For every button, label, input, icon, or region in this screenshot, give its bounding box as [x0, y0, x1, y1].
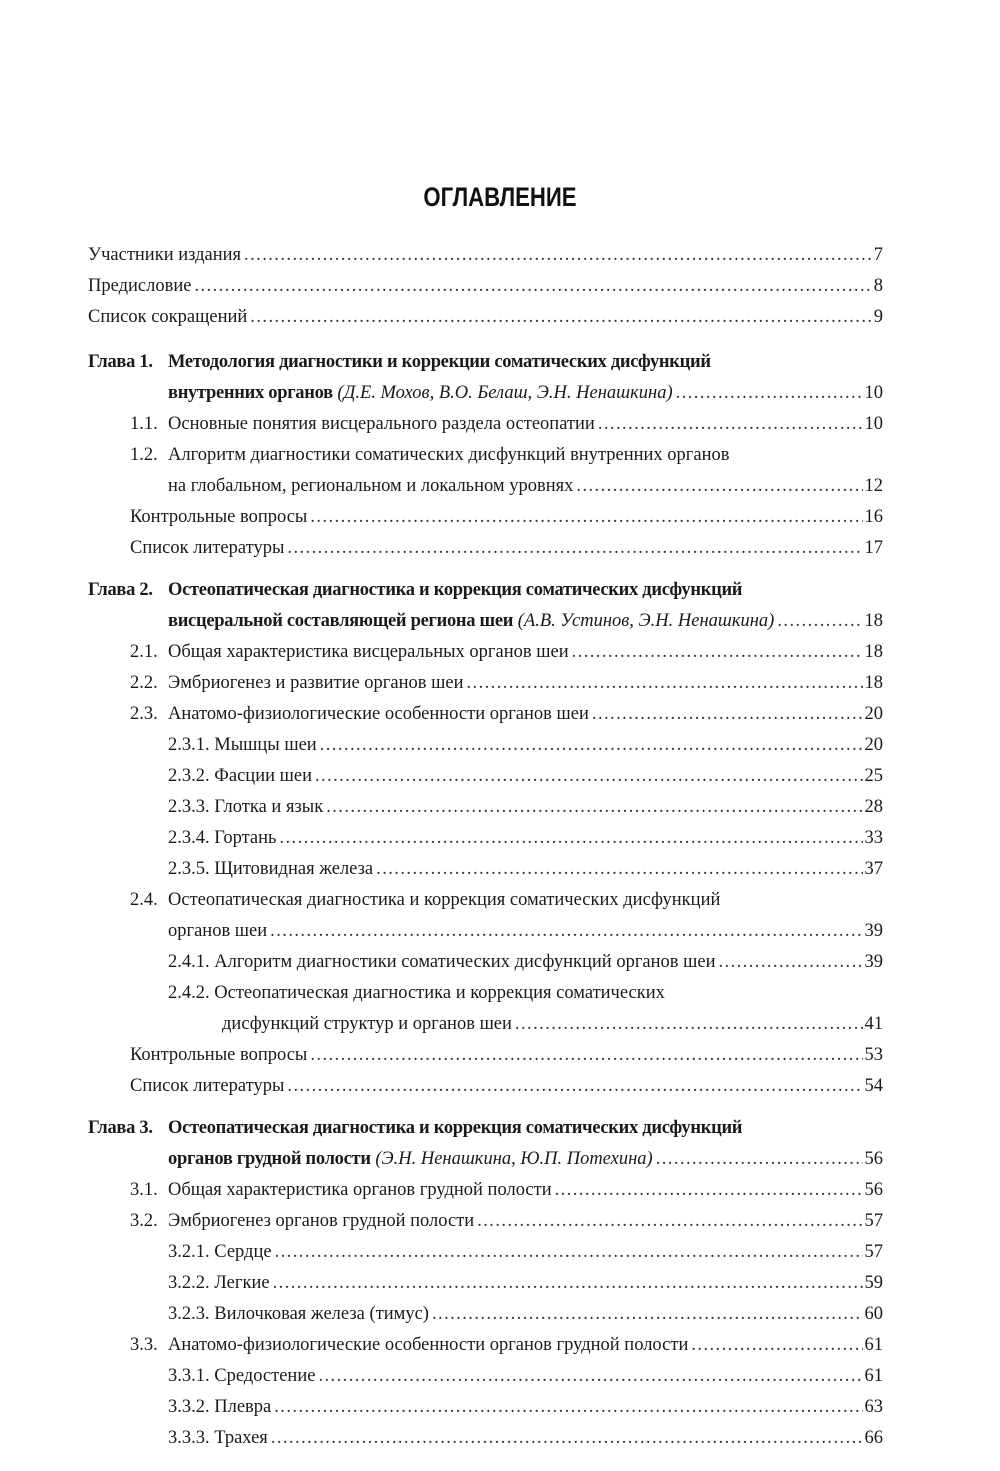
leader-dots — [326, 792, 862, 823]
toc-line: на глобальном, региональном и локальном уровнях . . . 12 — [168, 471, 883, 502]
page-number: 39 — [863, 947, 884, 978]
toc-line: 3.2.1. Сердце . . . 57 — [168, 1237, 883, 1268]
page-number: 10 — [863, 378, 884, 409]
page-number: 59 — [863, 1268, 884, 1299]
leader-dots — [320, 730, 863, 761]
leader-dots — [477, 1206, 862, 1237]
leader-dots — [273, 1268, 863, 1299]
toc-entry[interactable] — [88, 271, 883, 302]
toc-line: Список литературы . . . 17 — [130, 533, 883, 564]
leader-dots — [271, 1423, 863, 1454]
page-number: 12 — [863, 471, 884, 502]
toc-entry[interactable] — [88, 440, 883, 471]
page-number: 7 — [872, 240, 883, 271]
toc-entry[interactable] — [88, 1423, 883, 1454]
page-number: 63 — [863, 1392, 884, 1423]
leader-dots — [274, 1392, 862, 1423]
toc-entry[interactable] — [88, 792, 883, 823]
leader-dots — [287, 1071, 862, 1102]
page-number: 57 — [863, 1206, 884, 1237]
toc-line: висцеральной составляющей региона шеи (А.В. Устинов, Э.Н. Ненашкина) . . . 18 — [168, 606, 883, 637]
page-number: 17 — [863, 533, 884, 564]
chapter-authors: (А.В. Устинов, Э.Н. Ненашкина) — [517, 611, 775, 631]
page-number: 61 — [863, 1330, 884, 1361]
leader-dots — [466, 668, 862, 699]
page-number: 18 — [863, 637, 884, 668]
toc-line: 3.3.1. Средостение . . . 61 — [168, 1361, 883, 1392]
chapter-heading[interactable] — [88, 1113, 883, 1144]
leader-dots — [287, 533, 862, 564]
section-number: 3.1. — [130, 1180, 158, 1200]
page-number: 37 — [863, 854, 884, 885]
page-number: 18 — [863, 606, 884, 637]
toc-entry[interactable] — [88, 885, 883, 916]
section-number: 2.3.3. — [168, 797, 210, 817]
leader-dots — [691, 1330, 862, 1361]
toc-line: 2.4.1. Алгоритм диагностики соматических дисфункций органов шеи . . . 39 — [168, 947, 883, 978]
page-number: 56 — [863, 1144, 884, 1175]
toc-line: 2.3.1. Мышцы шеи . . . 20 — [168, 730, 883, 761]
page-number: 28 — [863, 792, 884, 823]
toc-entry[interactable] — [88, 1268, 883, 1299]
toc-entry[interactable] — [88, 1206, 883, 1237]
section-number: 3.2.1. — [168, 1242, 210, 1262]
page-number: 53 — [863, 1040, 884, 1071]
toc-entry[interactable] — [88, 699, 883, 730]
page-number: 61 — [863, 1361, 884, 1392]
toc-line: Предисловие . . . 8 — [88, 271, 883, 302]
toc-line: 2.3.3. Глотка и язык . . . 28 — [168, 792, 883, 823]
leader-dots — [310, 502, 862, 533]
section-number: 3.2. — [130, 1211, 158, 1231]
toc-line: 3.3.2. Плевра . . . 63 — [168, 1392, 883, 1423]
leader-dots — [718, 947, 862, 978]
chapter-heading[interactable] — [88, 575, 883, 606]
toc-entry[interactable] — [88, 302, 883, 333]
leader-dots — [376, 854, 862, 885]
chapter-title: Остеопатическая диагностика и коррекция соматических дисфункций — [168, 1118, 743, 1138]
toc-entry-continuation[interactable] — [88, 1009, 883, 1040]
section-number: 2.1. — [130, 642, 158, 662]
toc-line: Анатомо-физиологические особенности органов грудной полости . . . 61 — [168, 1330, 883, 1361]
page-number: 54 — [863, 1071, 884, 1102]
section-number: 2.3.5. — [168, 859, 210, 879]
chapter-title-continuation[interactable] — [88, 1144, 883, 1175]
toc-entry[interactable] — [88, 1330, 883, 1361]
toc-line: Эмбриогенез органов грудной полости . . . 57 — [168, 1206, 883, 1237]
toc-line: Контрольные вопросы . . . 16 — [130, 502, 883, 533]
section-number: 3.3.3. — [168, 1428, 210, 1448]
leader-dots — [592, 699, 863, 730]
toc-entry[interactable] — [88, 947, 883, 978]
page-number: 56 — [863, 1175, 884, 1206]
page-number: 20 — [863, 699, 884, 730]
leader-dots — [270, 916, 862, 947]
page-number: 33 — [863, 823, 884, 854]
section-number: 2.3.4. — [168, 828, 210, 848]
leader-dots — [275, 1237, 863, 1268]
chapter-title-continuation[interactable] — [88, 606, 883, 637]
toc-line: Участники издания . . . 7 — [88, 240, 883, 271]
section-number: 3.2.3. — [168, 1304, 210, 1324]
section-number: 2.3.1. — [168, 735, 210, 755]
chapter-title-continuation[interactable] — [88, 378, 883, 409]
toc-line: Эмбриогенез и развитие органов шеи . . . 18 — [168, 668, 883, 699]
toc-entry[interactable] — [88, 1361, 883, 1392]
toc-line: Анатомо-физиологические особенности органов шеи . . . 20 — [168, 699, 883, 730]
toc-line: 2.3.5. Щитовидная железа . . . 37 — [168, 854, 883, 885]
toc-line: Общая характеристика органов грудной полости . . . 56 — [168, 1175, 883, 1206]
leader-dots — [194, 271, 871, 302]
leader-dots — [555, 1175, 863, 1206]
toc-line: дисфункций структур и органов шеи . . . 41 — [222, 1009, 883, 1040]
section-title: Остеопатическая диагностика и коррекция соматических — [214, 983, 665, 1003]
toc-line: 2.3.2. Фасции шеи . . . 25 — [168, 761, 883, 792]
toc-entry[interactable] — [88, 409, 883, 440]
toc-line: Список сокращений . . . 9 — [88, 302, 883, 333]
toc-entry[interactable] — [88, 978, 883, 1009]
leader-dots — [656, 1144, 863, 1175]
page-number: 8 — [872, 271, 883, 302]
toc-entry[interactable] — [88, 668, 883, 699]
leader-dots — [250, 302, 871, 333]
toc-line: Основные понятия висцерального раздела остеопатии . . . 10 — [168, 409, 883, 440]
section-number: 2.3. — [130, 704, 158, 724]
leader-dots — [244, 240, 872, 271]
section-number: 2.4.1. — [168, 952, 210, 972]
leader-dots — [432, 1299, 863, 1330]
toc-line: внутренних органов (Д.Е. Мохов, В.О. Белаш, Э.Н. Ненашкина) . . . 10 — [168, 378, 883, 409]
toc-line: 2.3.4. Гортань . . . 33 — [168, 823, 883, 854]
page-number: 9 — [872, 302, 883, 333]
page-title: ОГЛАВЛЕНИЕ — [423, 182, 577, 212]
section-number: 1.1. — [130, 414, 158, 434]
toc-line: органов грудной полости (Э.Н. Ненашкина, Ю.П. Потехина) . . . 56 — [168, 1144, 883, 1175]
leader-dots — [310, 1040, 862, 1071]
section-title: Остеопатическая диагностика и коррекция соматических дисфункций — [168, 890, 721, 910]
toc-entry[interactable] — [88, 823, 883, 854]
toc-entry[interactable] — [88, 854, 883, 885]
leader-dots — [576, 471, 862, 502]
page-number: 66 — [863, 1423, 884, 1454]
leader-dots — [676, 378, 863, 409]
toc-line: 3.2.3. Вилочковая железа (тимус) . . . 60 — [168, 1299, 883, 1330]
leader-dots — [279, 823, 862, 854]
leader-dots — [598, 409, 863, 440]
leader-dots — [315, 761, 863, 792]
leader-dots — [515, 1009, 863, 1040]
toc-line: Общая характеристика висцеральных органов шеи . . . 18 — [168, 637, 883, 668]
toc-line: 3.3.3. Трахея . . . 66 — [168, 1423, 883, 1454]
toc-entry[interactable] — [88, 1071, 883, 1102]
leader-dots — [777, 606, 862, 637]
toc-line: Список литературы . . . 54 — [130, 1071, 883, 1102]
toc-entry[interactable] — [88, 730, 883, 761]
section-number: 1.2. — [130, 445, 158, 465]
table-of-contents — [88, 240, 883, 1454]
page-number: 41 — [863, 1009, 884, 1040]
section-number: 2.2. — [130, 673, 158, 693]
chapter-label: Глава 2. — [88, 580, 153, 600]
toc-entry[interactable] — [88, 637, 883, 668]
section-number: 3.3. — [130, 1335, 158, 1355]
section-number: 2.3.2. — [168, 766, 210, 786]
toc-line: органов шеи . . . 39 — [168, 916, 883, 947]
toc-line: 3.2.2. Легкие . . . 59 — [168, 1268, 883, 1299]
section-number: 3.3.2. — [168, 1397, 210, 1417]
toc-entry[interactable] — [88, 1299, 883, 1330]
toc-entry[interactable] — [88, 533, 883, 564]
page-number: 60 — [863, 1299, 884, 1330]
chapter-heading[interactable] — [88, 347, 883, 378]
leader-dots — [572, 637, 863, 668]
page-number: 10 — [863, 409, 884, 440]
section-title: Алгоритм диагностики соматических дисфункций внутренних органов — [168, 445, 730, 465]
section-number: 2.4. — [130, 890, 158, 910]
toc-entry-continuation[interactable] — [88, 916, 883, 947]
toc-entry[interactable] — [88, 1237, 883, 1268]
section-number: 2.4.2. — [168, 983, 210, 1003]
leader-dots — [318, 1361, 862, 1392]
page-number: 18 — [863, 668, 884, 699]
toc-entry[interactable] — [88, 502, 883, 533]
page-number: 57 — [863, 1237, 884, 1268]
toc-entry[interactable] — [88, 1392, 883, 1423]
chapter-title: Методология диагностики и коррекции соматических дисфункций — [168, 352, 711, 372]
toc-line: Контрольные вопросы . . . 53 — [130, 1040, 883, 1071]
page-number: 39 — [863, 916, 884, 947]
toc-entry[interactable] — [88, 1040, 883, 1071]
chapter-label: Глава 3. — [88, 1118, 153, 1138]
toc-entry[interactable] — [88, 761, 883, 792]
chapter-label: Глава 1. — [88, 352, 153, 372]
page-number: 25 — [863, 761, 884, 792]
page-number: 20 — [863, 730, 884, 761]
chapter-title: Остеопатическая диагностика и коррекция соматических дисфункций — [168, 580, 743, 600]
toc-entry[interactable] — [88, 240, 883, 271]
page-number: 16 — [863, 502, 884, 533]
chapter-authors: (Д.Е. Мохов, В.О. Белаш, Э.Н. Ненашкина) — [337, 383, 673, 403]
toc-entry[interactable] — [88, 1175, 883, 1206]
section-number: 3.3.1. — [168, 1366, 210, 1386]
section-number: 3.2.2. — [168, 1273, 210, 1293]
toc-entry-continuation[interactable] — [88, 471, 883, 502]
chapter-authors: (Э.Н. Ненашкина, Ю.П. Потехина) — [375, 1149, 653, 1169]
